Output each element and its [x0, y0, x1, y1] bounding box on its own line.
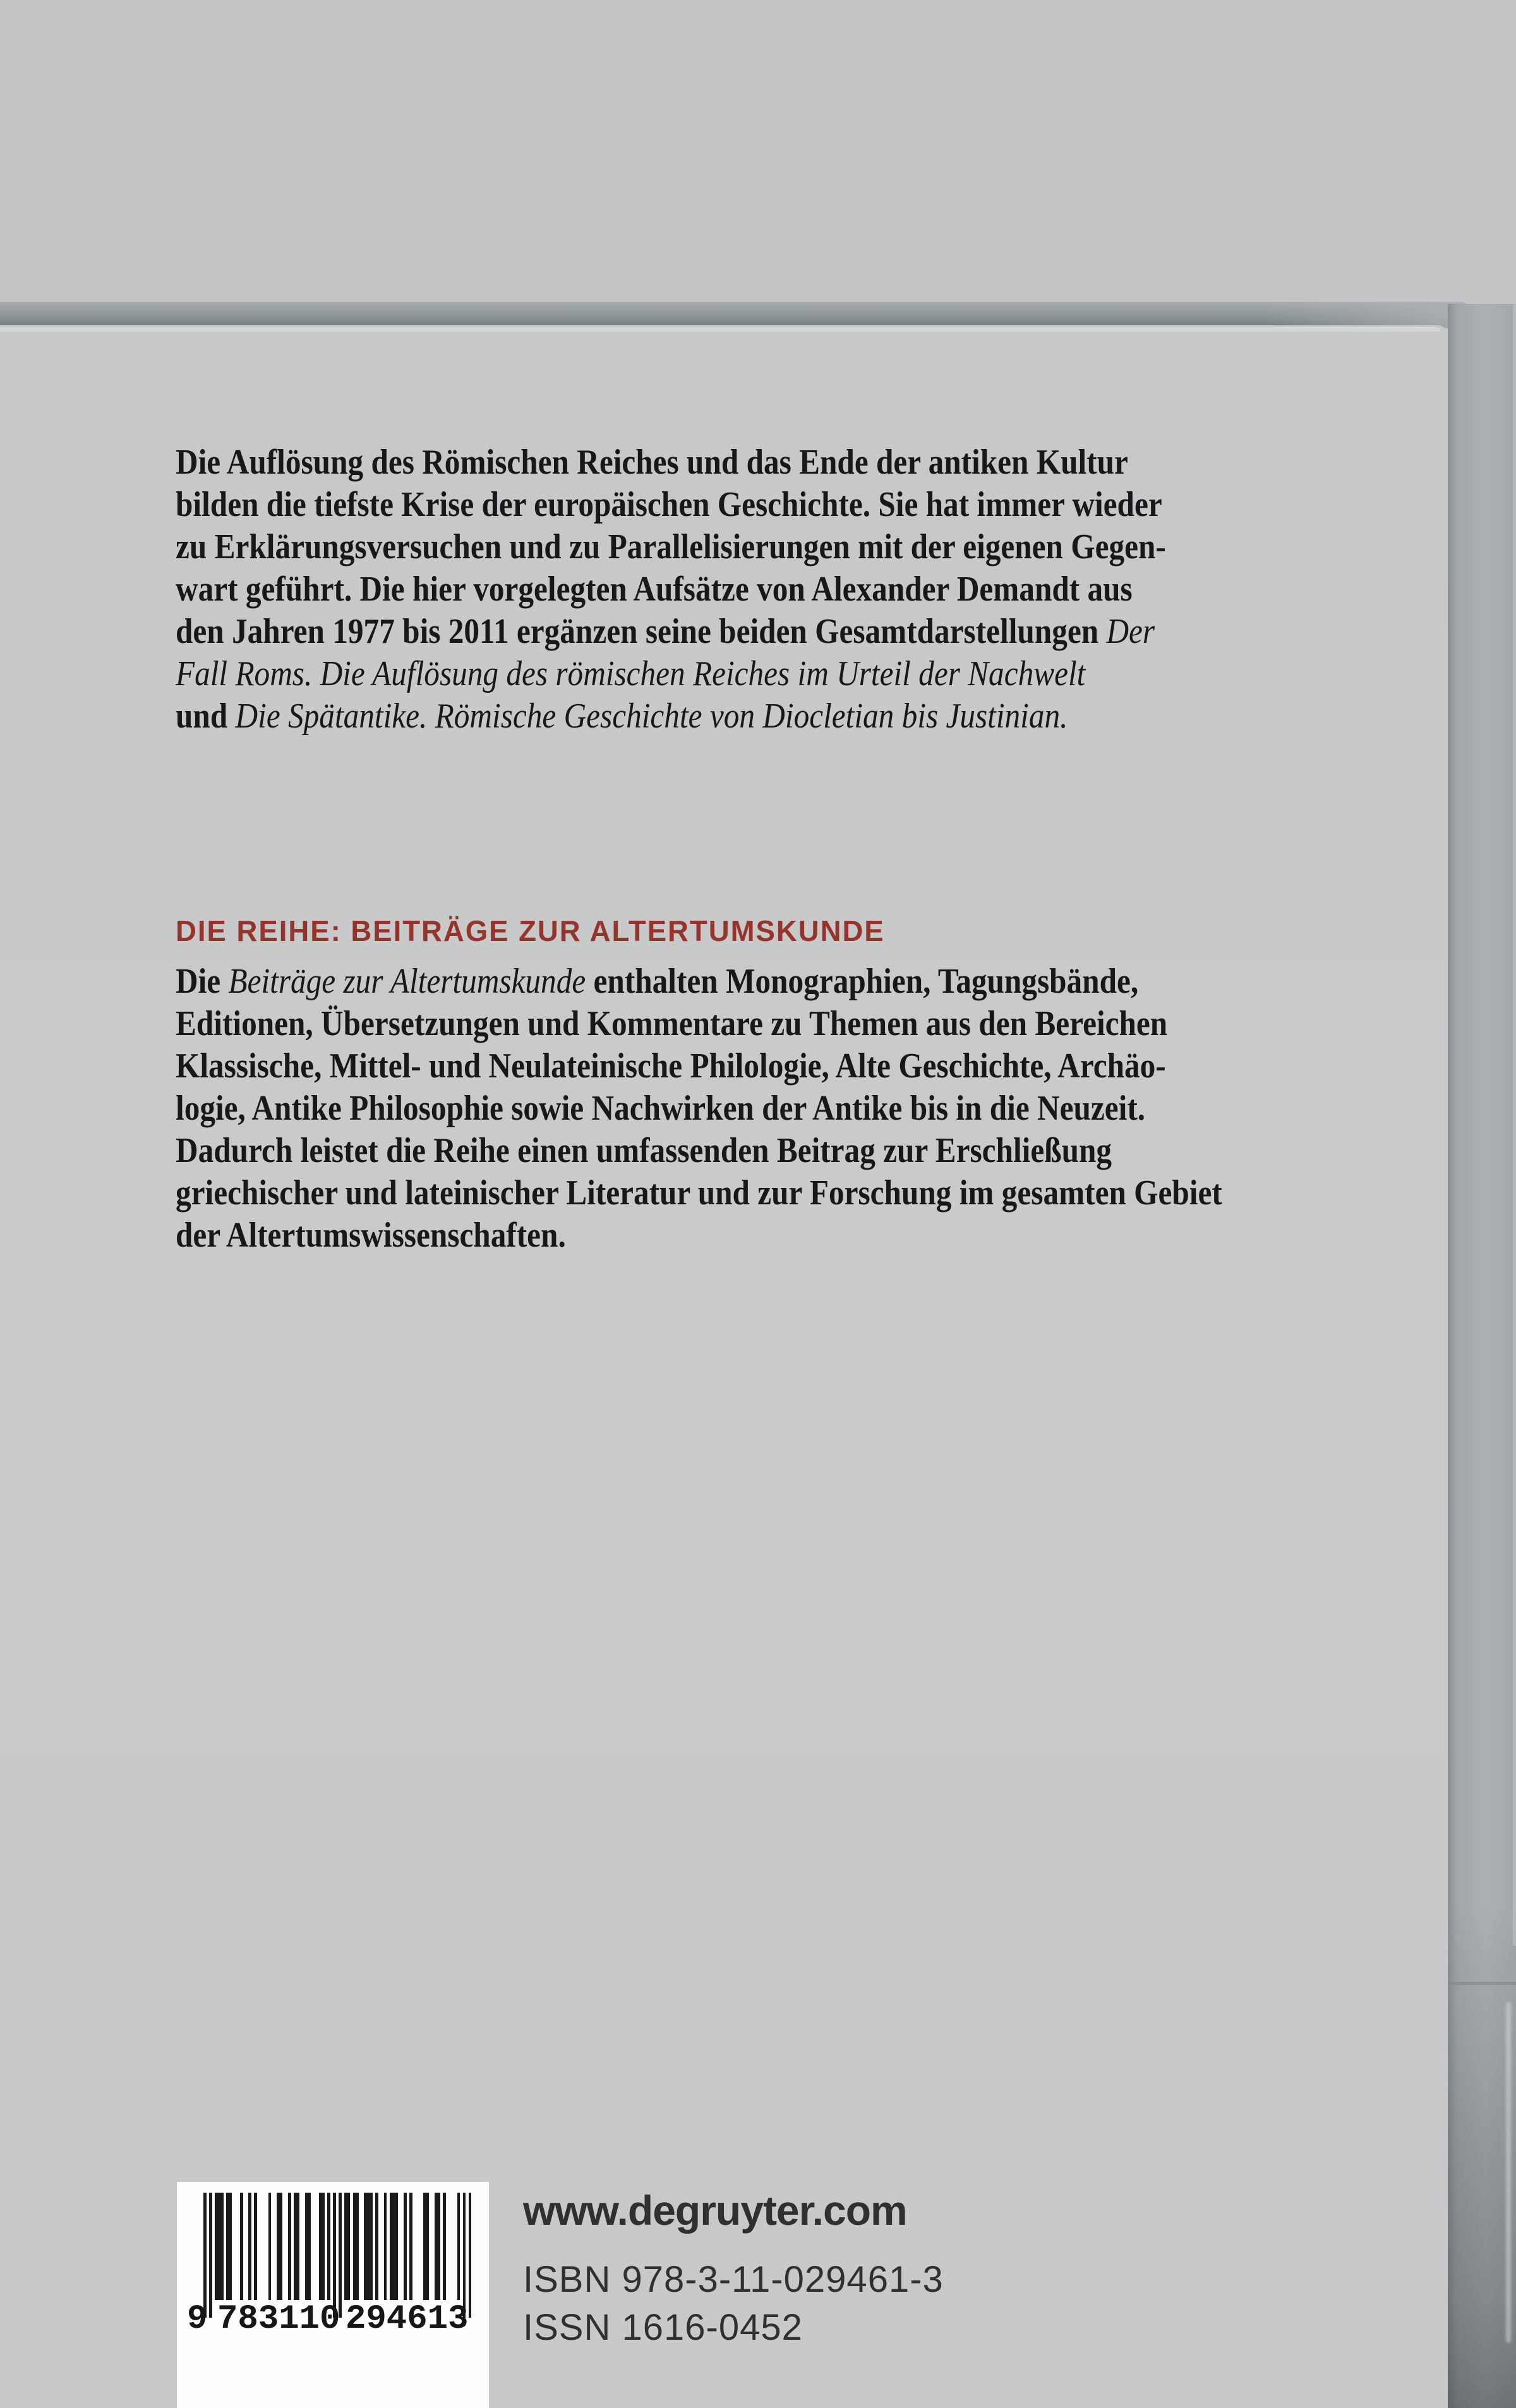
barcode-bar [437, 2193, 440, 2300]
text-line: Klassische, Mittel- und Neulateinische Philologie, Alte Geschichte, Archäo- [176, 1046, 1166, 1086]
text-line: wart geführt. Die hier vorgelegten Aufsätze von Alexander Demandt aus [176, 570, 1133, 609]
text-line: zu Erklärungsversuchen und zu Parallelisierungen mit der eigenen Gegen- [176, 527, 1166, 566]
book-top-edge [0, 302, 1469, 328]
barcode [177, 2182, 489, 2408]
isbn-text: ISBN 978-3-11-029461-3 [523, 2259, 944, 2300]
barcode-bar [370, 2193, 373, 2300]
barcode-bar [280, 2193, 283, 2300]
cover-top-highlight [0, 327, 1440, 332]
barcode-bar [356, 2193, 359, 2300]
barcode-bar [248, 2193, 251, 2300]
text-line: logie, Antike Philosophie sowie Nachwirken der Antike bis in die Neuzeit. [176, 1089, 1146, 1128]
text-line: den Jahren 1977 bis 2011 ergänzen seine beiden Gesamtdarstellungen Der [176, 612, 1155, 651]
barcode-bar [463, 2193, 466, 2318]
page-edge-highlight-streak [1506, 2002, 1511, 2343]
barcode-bar [384, 2193, 387, 2300]
barcode-bar [409, 2193, 412, 2300]
text-line: Die Auflösung des Römischen Reiches und das Ende der antiken Kultur [176, 443, 1128, 482]
page-edge-outer-light [1513, 304, 1516, 1946]
page-edge-seam [1448, 1982, 1516, 1985]
text-line: der Altertumswissenschaften. [176, 1216, 566, 1255]
barcode-bars [203, 2193, 471, 2318]
barcode-bar [404, 2193, 407, 2300]
barcode-digits-left: 783110 [217, 2300, 340, 2339]
barcode-bar [308, 2193, 311, 2300]
barcode-bar [426, 2193, 430, 2300]
barcode-bar [209, 2193, 212, 2318]
text-line: griechischer und lateinischer Literatur und zur Forschung im gesamten Gebiet [176, 1173, 1222, 1213]
text-line: Fall Roms. Die Auflösung des römischen Reiches im Urteil der Nachwelt [176, 654, 1086, 693]
series-heading: DIE REIHE: BEITRÄGE ZUR ALTERTUMSKUNDE [176, 914, 885, 947]
barcode-bar [395, 2193, 398, 2300]
barcode-bar [288, 2193, 291, 2300]
barcode-bar [240, 2193, 243, 2300]
text-line: Editionen, Übersetzungen und Kommentare zu Themen aus den Bereichen [176, 1004, 1168, 1043]
barcode-bar [296, 2193, 299, 2300]
text-line: Dadurch leistet die Reihe einen umfassenden Beitrag zur Erschließung [176, 1131, 1112, 1170]
barcode-bar [203, 2193, 207, 2318]
barcode-digit-lead: 9 [187, 2300, 208, 2339]
barcode-bar [443, 2193, 446, 2300]
barcode-bar [268, 2193, 272, 2300]
issn-text: ISSN 1616-0452 [523, 2307, 803, 2348]
text-line: Die Beiträge zur Altertumskunde enthalten Monographien, Tagungsbände, [176, 962, 1139, 1001]
barcode-bar [254, 2193, 257, 2300]
barcode-bar [322, 2193, 325, 2300]
barcode-bar [469, 2193, 472, 2318]
series-paragraph [176, 961, 1376, 1257]
barcode-bar [220, 2193, 224, 2300]
barcode-bar [327, 2193, 330, 2300]
barcode-bar [457, 2193, 460, 2300]
barcode-bar [375, 2193, 378, 2300]
barcode-bar [347, 2193, 351, 2300]
blurb-paragraph [176, 442, 1376, 738]
text-line: bilden die tiefste Krise der europäischen Geschichte. Sie hat immer wieder [176, 485, 1162, 524]
barcode-bar [333, 2193, 336, 2318]
website-url: www.degruyter.com [523, 2187, 907, 2234]
barcode-bar [229, 2193, 232, 2300]
text-line: und Die Spätantike. Römische Geschichte von Diocletian bis Justinian. [176, 697, 1068, 736]
barcode-bar [339, 2193, 342, 2318]
barcode-digits-right: 294613 [346, 2300, 469, 2339]
